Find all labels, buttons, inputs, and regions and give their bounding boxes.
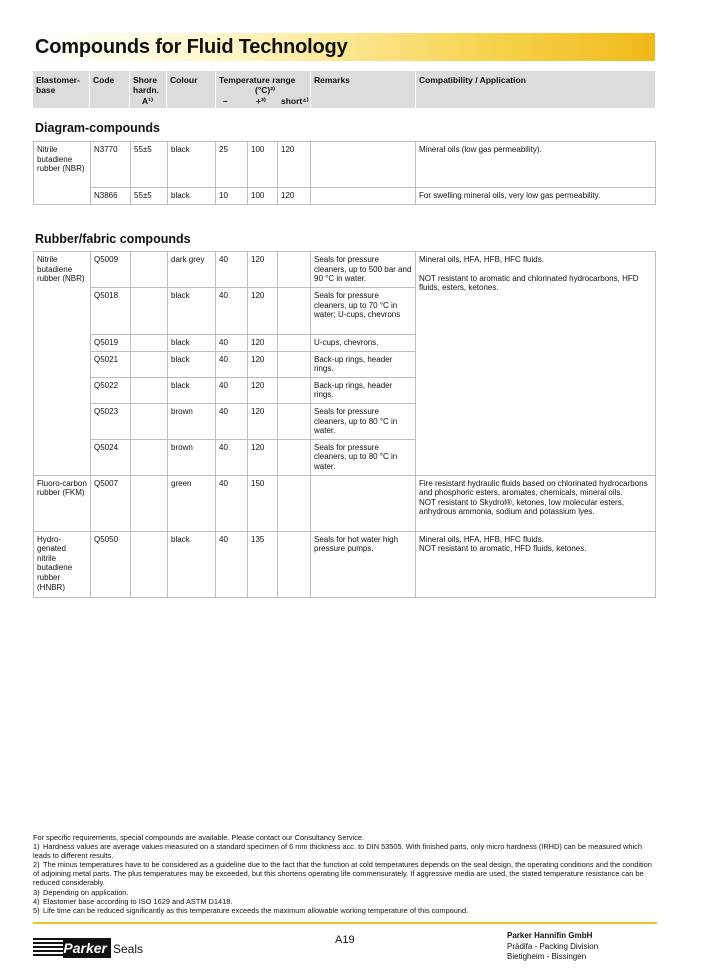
table-row	[34, 531, 656, 597]
header-compat: Compatibility / Application	[419, 75, 526, 85]
header-temp: Temperature range	[219, 75, 296, 85]
remarks-cell: Back-up rings, header rings.	[311, 377, 416, 403]
footnote-intro: For specific requirements, special compounds are available. Please contact our Consultancy Service.	[33, 833, 365, 842]
temp-plus-cell: 120	[248, 335, 278, 352]
temp-short-cell	[278, 403, 311, 439]
code-cell: Q5050	[91, 531, 131, 597]
temp-short-cell	[278, 252, 311, 288]
temp-plus-cell: 120	[248, 403, 278, 439]
footnote: 5) Life time can be reduced significantly as this temperature exceeds the maximum allowable working temperature of this compound.	[33, 905, 469, 915]
code-cell: Q5021	[91, 351, 131, 377]
company-block	[507, 931, 598, 963]
header-temp-plus: +³⁾	[256, 96, 266, 106]
temp-short-cell	[278, 377, 311, 403]
shore-cell	[131, 439, 168, 475]
temp-min-cell: 40	[216, 252, 248, 288]
remarks-cell: Back-up rings, header rings.	[311, 351, 416, 377]
temp-plus-cell: 120	[248, 252, 278, 288]
shore-cell: 55±5	[131, 188, 168, 205]
temp-plus-cell: 120	[248, 439, 278, 475]
base-cell: Nitrile butadiene rubber (NBR)	[34, 142, 91, 205]
shore-cell	[131, 252, 168, 288]
compat-cell	[416, 531, 656, 597]
header-temp-short: short⁴⁾	[281, 96, 309, 106]
temp-min-cell: 40	[216, 335, 248, 352]
shore-cell	[131, 403, 168, 439]
base-cell: Nitrile butadiene rubber (NBR)	[34, 252, 91, 476]
header-remarks: Remarks	[314, 75, 350, 85]
logo-suffix: Seals	[113, 942, 144, 956]
temp-plus-cell: 120	[248, 377, 278, 403]
header-colour: Colour	[170, 75, 198, 85]
code-cell: Q5018	[91, 288, 131, 335]
colour-cell: black	[168, 142, 216, 188]
footnote: 3) Depending on application.	[33, 887, 129, 897]
shore-cell	[131, 335, 168, 352]
header-temp-min: –	[223, 96, 228, 106]
colour-cell: green	[168, 475, 216, 531]
footnote: 2) The minus temperatures have to be considered as a guideline due to the fact that the function at cold temperatures depends on the seal design, the operating conditions and the condition of adjoining metal parts. The plus temperatures may be exceeded, but this shortens operating life commensurately. If aggressive media are used, the stated temperature resistance can be reduced considerably.	[33, 860, 652, 888]
colour-cell: dark grey	[168, 252, 216, 288]
remarks-cell: Seals for pressure cleaners, up to 80 °C in water.	[311, 403, 416, 439]
header-shore: Shore hardn.	[133, 75, 159, 95]
temp-min-cell: 40	[216, 439, 248, 475]
temp-min-cell: 40	[216, 351, 248, 377]
temp-min-cell: 40	[216, 288, 248, 335]
column-header	[33, 71, 655, 108]
colour-cell: brown	[168, 403, 216, 439]
temp-plus-cell: 120	[248, 351, 278, 377]
shore-cell: 55±5	[131, 142, 168, 188]
compat-text: Mineral oils, HFA, HFB, HFC fluids.	[419, 255, 544, 264]
code-cell: N3866	[91, 188, 131, 205]
base-cell: Hydro-genated nitrile butadiene rubber (HNBR)	[34, 531, 91, 597]
colour-cell: black	[168, 188, 216, 205]
footnotes	[33, 833, 657, 915]
header-shore-sub: A¹⁾	[142, 96, 154, 106]
temp-short-cell	[278, 288, 311, 335]
colour-cell: black	[168, 288, 216, 335]
temp-plus-cell: 100	[248, 188, 278, 205]
colour-cell: black	[168, 531, 216, 597]
temp-min-cell: 40	[216, 475, 248, 531]
code-cell: Q5007	[91, 475, 131, 531]
temp-min-cell: 40	[216, 403, 248, 439]
parker-logo-stripes	[33, 938, 63, 958]
temp-min-cell: 40	[216, 531, 248, 597]
diagram-table	[33, 141, 656, 205]
colour-cell: black	[168, 335, 216, 352]
remarks-cell	[311, 188, 416, 205]
code-cell: Q5024	[91, 439, 131, 475]
compat-text: Mineral oils, HFA, HFB, HFC fluids.	[419, 534, 544, 544]
code-cell: Q5009	[91, 252, 131, 288]
remarks-cell	[311, 475, 416, 531]
remarks-cell: Seals for pressure cleaners, up to 70 °C in water; U-cups, chevrons	[311, 288, 416, 335]
code-cell: Q5019	[91, 335, 131, 352]
compat-cell: For swelling mineral oils, very low gas permeability.	[416, 188, 656, 205]
company-name: Parker Hannifin GmbH	[507, 931, 593, 940]
header-base: Elastomer-base	[36, 75, 80, 95]
compat-cell	[416, 252, 656, 476]
temp-min-cell: 10	[216, 188, 248, 205]
company-location: Bietigheim - Bissingen	[507, 952, 587, 961]
footnote: 1) Hardness values are average values measured on a standard specimen of 6 mm thickness acc. to DIN 53505. With finished parts, only micro hardness (IRHD) can be measured which leads to different results.	[33, 842, 642, 861]
remarks-cell: Seals for hot water high pressure pumps.	[311, 531, 416, 597]
temp-plus-cell: 100	[248, 142, 278, 188]
shore-cell	[131, 531, 168, 597]
table-row	[34, 252, 656, 288]
temp-min-cell: 25	[216, 142, 248, 188]
page-title: Compounds for Fluid Technology	[35, 36, 348, 58]
code-cell: Q5022	[91, 377, 131, 403]
temp-short-cell	[278, 335, 311, 352]
temp-short-cell	[278, 351, 311, 377]
header-temp-unit: (°C)²⁾	[255, 85, 276, 95]
shore-cell	[131, 377, 168, 403]
temp-plus-cell: 150	[248, 475, 278, 531]
table-row	[34, 475, 656, 531]
code-cell: N3770	[91, 142, 131, 188]
compat-text: Fire resistant hydraulic fluids based on chlorinated hydrocarbons and phosphoric esters, aromates, chemicals, mineral oils.	[419, 478, 648, 498]
temp-short-cell	[278, 531, 311, 597]
temp-short-cell: 120	[278, 142, 311, 188]
compat-text: NOT resistant to Skydrol®, ketones, low molecular esters, anhydrous ammonia, sodium and potassium lyes.	[419, 497, 624, 517]
header-code: Code	[93, 75, 115, 85]
base-cell: Fluoro-carbon rubber (FKM)	[34, 475, 91, 531]
code-cell: Q5023	[91, 403, 131, 439]
temp-short-cell	[278, 439, 311, 475]
temp-short-cell	[278, 475, 311, 531]
fabric-table	[33, 251, 656, 598]
remarks-cell	[311, 142, 416, 188]
temp-min-cell: 40	[216, 377, 248, 403]
parker-logo: Parker	[33, 938, 111, 958]
remarks-cell: Seals for pressure cleaners, up to 500 bar and 90 °C in water.	[311, 252, 416, 288]
temp-short-cell: 120	[278, 188, 311, 205]
shore-cell	[131, 475, 168, 531]
colour-cell: black	[168, 351, 216, 377]
temp-plus-cell: 120	[248, 288, 278, 335]
company-division: Prädifa - Packing Division	[507, 941, 599, 951]
footer-rule	[33, 922, 657, 924]
compat-cell: Mineral oils (low gas permeability).	[416, 142, 656, 188]
compat-text: NOT resistant to aromatic, HFD fluids, ketones.	[419, 544, 587, 554]
remarks-cell: U-cups, chevrons.	[311, 335, 416, 352]
section-title-diagram: Diagram-compounds	[35, 121, 161, 135]
colour-cell: black	[168, 377, 216, 403]
compat-cell	[416, 475, 656, 531]
table-row	[34, 188, 656, 205]
section-title-fabric: Rubber/fabric compounds	[35, 232, 191, 246]
shore-cell	[131, 288, 168, 335]
compat-text: NOT resistant to aromatic and chlorinated hydrocarbons, HFD fluids, esters, ketones.	[419, 273, 639, 293]
footnote: 4) Elastomer base according to ISO 1629 and ASTM D1418.	[33, 896, 233, 906]
remarks-cell: Seals for pressure cleaners, up to 80 °C in water.	[311, 439, 416, 475]
table-row	[34, 142, 656, 188]
shore-cell	[131, 351, 168, 377]
temp-plus-cell: 135	[248, 531, 278, 597]
colour-cell: brown	[168, 439, 216, 475]
page-number: A19	[335, 934, 355, 946]
